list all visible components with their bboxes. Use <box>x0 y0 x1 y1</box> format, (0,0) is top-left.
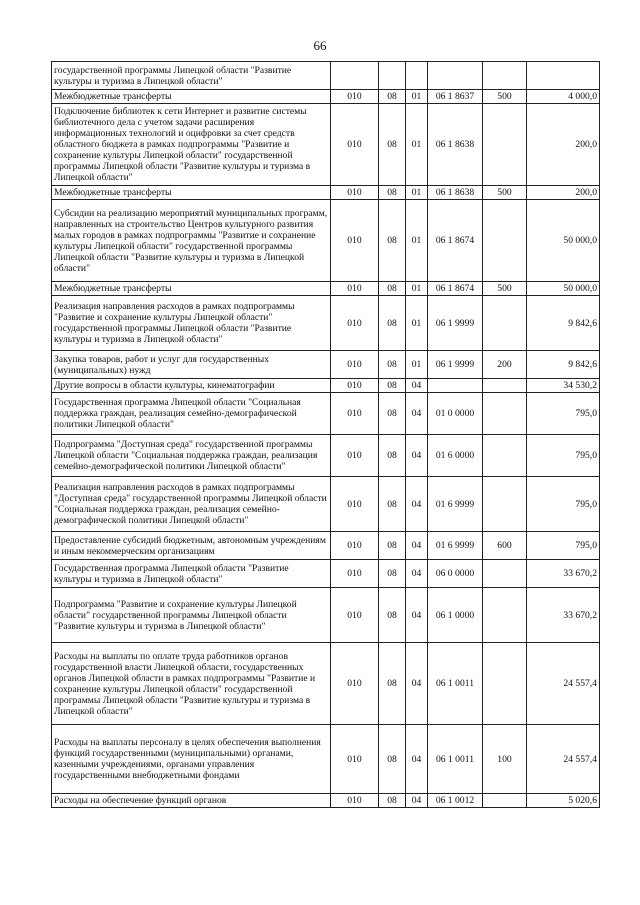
row-ved-code: 010 <box>331 186 379 200</box>
row-section-code: 08 <box>379 104 406 186</box>
row-subsection-code: 04 <box>406 588 428 643</box>
row-target-article: 01 6 9999 <box>428 532 483 560</box>
row-section-code <box>379 62 406 90</box>
row-section-code: 08 <box>379 725 406 794</box>
row-subsection-code: 04 <box>406 532 428 560</box>
table-row <box>52 794 600 808</box>
row-name: Расходы на выплаты персоналу в целях обеспечения выполнения функций государственными (муниципальными) органами, казенными учреждениями, органами управления государственными внебюджетными фондами <box>52 725 331 794</box>
row-name: Реализация направления расходов в рамках подпрограммы "Доступная среда" государственной программы Липецкой области "Социальная поддержка граждан, реализация семейно-демографической политики Липецкой области" <box>52 477 331 532</box>
row-target-article: 06 1 0000 <box>428 588 483 643</box>
row-target-article: 06 1 0011 <box>428 643 483 725</box>
row-section-code: 08 <box>379 435 406 477</box>
table-row <box>52 90 600 104</box>
row-expense-type <box>483 393 527 435</box>
row-expense-type <box>483 794 527 808</box>
row-target-article: 06 0 0000 <box>428 560 483 588</box>
table-row <box>52 532 600 560</box>
row-target-article: 06 1 9999 <box>428 296 483 351</box>
row-target-article: 06 1 8638 <box>428 186 483 200</box>
row-section-code: 08 <box>379 794 406 808</box>
row-amount: 795,0 <box>527 435 600 477</box>
row-section-code: 08 <box>379 532 406 560</box>
row-target-article: 06 1 0012 <box>428 794 483 808</box>
row-subsection-code: 04 <box>406 794 428 808</box>
row-section-code: 08 <box>379 186 406 200</box>
row-section-code: 08 <box>379 588 406 643</box>
row-name: Предоставление субсидий бюджетным, автономным учреждениям и иным некоммерческим организациям <box>52 532 331 560</box>
row-expense-type: 500 <box>483 90 527 104</box>
table-row <box>52 296 600 351</box>
table-row <box>52 200 600 282</box>
row-section-code: 08 <box>379 200 406 282</box>
table-row <box>52 282 600 296</box>
row-ved-code: 010 <box>331 379 379 393</box>
table-row <box>52 588 600 643</box>
row-expense-type <box>483 200 527 282</box>
row-subsection-code: 04 <box>406 560 428 588</box>
row-amount: 33 670,2 <box>527 560 600 588</box>
row-amount: 24 557,4 <box>527 725 600 794</box>
row-amount: 33 670,2 <box>527 588 600 643</box>
row-name: государственной программы Липецкой области "Развитие культуры и туризма в Липецкой области" <box>52 62 331 90</box>
row-name: Межбюджетные трансферты <box>52 282 331 296</box>
row-subsection-code: 04 <box>406 477 428 532</box>
row-section-code: 08 <box>379 282 406 296</box>
row-name: Межбюджетные трансферты <box>52 90 331 104</box>
row-target-article: 01 6 0000 <box>428 435 483 477</box>
row-target-article: 06 1 8638 <box>428 104 483 186</box>
row-amount: 9 842,6 <box>527 296 600 351</box>
row-expense-type: 200 <box>483 351 527 379</box>
row-amount: 24 557,4 <box>527 643 600 725</box>
row-name: Государственная программа Липецкой области "Социальная поддержка граждан, реализация семейно-демографической политики Липецкой области" <box>52 393 331 435</box>
row-ved-code: 010 <box>331 351 379 379</box>
row-ved-code: 010 <box>331 393 379 435</box>
row-amount: 200,0 <box>527 104 600 186</box>
row-section-code: 08 <box>379 643 406 725</box>
table-row <box>52 393 600 435</box>
row-amount: 9 842,6 <box>527 351 600 379</box>
row-expense-type: 500 <box>483 282 527 296</box>
row-subsection-code: 01 <box>406 200 428 282</box>
row-ved-code: 010 <box>331 588 379 643</box>
row-name: Подпрограмма "Доступная среда" государственной программы Липецкой области "Социальная поддержка граждан, реализация семейно-демографической политики Липецкой области" <box>52 435 331 477</box>
row-target-article: 06 1 9999 <box>428 351 483 379</box>
row-target-article: 06 1 0011 <box>428 725 483 794</box>
row-subsection-code: 04 <box>406 379 428 393</box>
table-row <box>52 643 600 725</box>
table-row <box>52 477 600 532</box>
row-subsection-code: 01 <box>406 282 428 296</box>
row-section-code: 08 <box>379 296 406 351</box>
table-row <box>52 725 600 794</box>
row-section-code: 08 <box>379 351 406 379</box>
row-name: Подпрограмма "Развитие и сохранение культуры Липецкой области" государственной программы Липецкой области "Развитие культуры и туризма в Липецкой области" <box>52 588 331 643</box>
row-name: Подключение библиотек к сети Интернет и развитие системы библиотечного дела с учетом задачи расширения информационных технологий и оцифровки за счет средств областного бюджета в рамках подпрограммы "Развитие и сохранение культуры Липецкой области" государственной программы Липецкой области "Развитие культуры и туризма в Липецкой области" <box>52 104 331 186</box>
row-expense-type: 600 <box>483 532 527 560</box>
row-expense-type <box>483 643 527 725</box>
row-ved-code <box>331 62 379 90</box>
row-subsection-code: 04 <box>406 393 428 435</box>
row-subsection-code: 04 <box>406 435 428 477</box>
row-subsection-code: 04 <box>406 643 428 725</box>
row-ved-code: 010 <box>331 643 379 725</box>
row-name: Расходы на обеспечение функций органов <box>52 794 331 808</box>
row-amount: 795,0 <box>527 532 600 560</box>
row-expense-type <box>483 379 527 393</box>
row-ved-code: 010 <box>331 477 379 532</box>
row-subsection-code: 01 <box>406 90 428 104</box>
row-subsection-code: 01 <box>406 351 428 379</box>
row-expense-type <box>483 588 527 643</box>
row-expense-type <box>483 435 527 477</box>
row-name: Другие вопросы в области культуры, кинематографии <box>52 379 331 393</box>
row-ved-code: 010 <box>331 200 379 282</box>
row-ved-code: 010 <box>331 296 379 351</box>
row-expense-type: 500 <box>483 186 527 200</box>
row-amount: 795,0 <box>527 393 600 435</box>
budget-table <box>51 61 600 808</box>
row-target-article: 06 1 8637 <box>428 90 483 104</box>
row-ved-code: 010 <box>331 560 379 588</box>
row-amount: 4 000,0 <box>527 90 600 104</box>
row-amount: 34 530,2 <box>527 379 600 393</box>
row-section-code: 08 <box>379 477 406 532</box>
row-amount: 795,0 <box>527 477 600 532</box>
table-row <box>52 62 600 90</box>
row-target-article <box>428 62 483 90</box>
row-ved-code: 010 <box>331 282 379 296</box>
row-amount <box>527 62 600 90</box>
row-subsection-code: 04 <box>406 725 428 794</box>
row-section-code: 08 <box>379 560 406 588</box>
row-section-code: 08 <box>379 90 406 104</box>
row-section-code: 08 <box>379 393 406 435</box>
row-name: Субсидии на реализацию мероприятий муниципальных программ, направленных на строительство Центров культурного развития малых городов в рамках подпрограммы "Развитие и сохранение культуры Липецкой области" государственной программы Липецкой области "Развитие культуры и туризма в Липецкой области" <box>52 200 331 282</box>
row-expense-type <box>483 477 527 532</box>
row-name: Закупка товаров, работ и услуг для государственных (муниципальных) нужд <box>52 351 331 379</box>
row-expense-type <box>483 104 527 186</box>
row-amount: 50 000,0 <box>527 200 600 282</box>
row-name: Государственная программа Липецкой области "Развитие культуры и туризма в Липецкой области" <box>52 560 331 588</box>
table-row <box>52 186 600 200</box>
row-subsection-code: 01 <box>406 296 428 351</box>
row-name: Расходы на выплаты по оплате труда работников органов государственной власти Липецкой области, государственных органов Липецкой области в рамках подпрограммы "Развитие и сохранение культуры Липецкой области" государственной программы Липецкой области "Развитие культуры и туризма в Липецкой области" <box>52 643 331 725</box>
table-row <box>52 379 600 393</box>
row-expense-type <box>483 560 527 588</box>
row-ved-code: 010 <box>331 532 379 560</box>
table-row <box>52 351 600 379</box>
row-amount: 50 000,0 <box>527 282 600 296</box>
row-target-article: 01 0 0000 <box>428 393 483 435</box>
table-row <box>52 560 600 588</box>
row-expense-type: 100 <box>483 725 527 794</box>
row-ved-code: 010 <box>331 794 379 808</box>
page-number: 66 <box>313 38 327 53</box>
row-amount: 5 020,6 <box>527 794 600 808</box>
row-target-article: 01 6 9999 <box>428 477 483 532</box>
row-amount: 200,0 <box>527 186 600 200</box>
row-subsection-code: 01 <box>406 186 428 200</box>
row-target-article: 06 1 8674 <box>428 282 483 296</box>
row-section-code: 08 <box>379 379 406 393</box>
row-ved-code: 010 <box>331 90 379 104</box>
row-ved-code: 010 <box>331 725 379 794</box>
row-expense-type <box>483 296 527 351</box>
table-row <box>52 435 600 477</box>
row-ved-code: 010 <box>331 104 379 186</box>
row-name: Межбюджетные трансферты <box>52 186 331 200</box>
row-target-article <box>428 379 483 393</box>
row-subsection-code: 01 <box>406 104 428 186</box>
row-target-article: 06 1 8674 <box>428 200 483 282</box>
row-ved-code: 010 <box>331 435 379 477</box>
row-subsection-code <box>406 62 428 90</box>
table-row <box>52 104 600 186</box>
row-name: Реализация направления расходов в рамках подпрограммы "Развитие и сохранение культуры Липецкой области" государственной программы Липецкой области "Развитие культуры и туризма в Липецкой области" <box>52 296 331 351</box>
row-expense-type <box>483 62 527 90</box>
